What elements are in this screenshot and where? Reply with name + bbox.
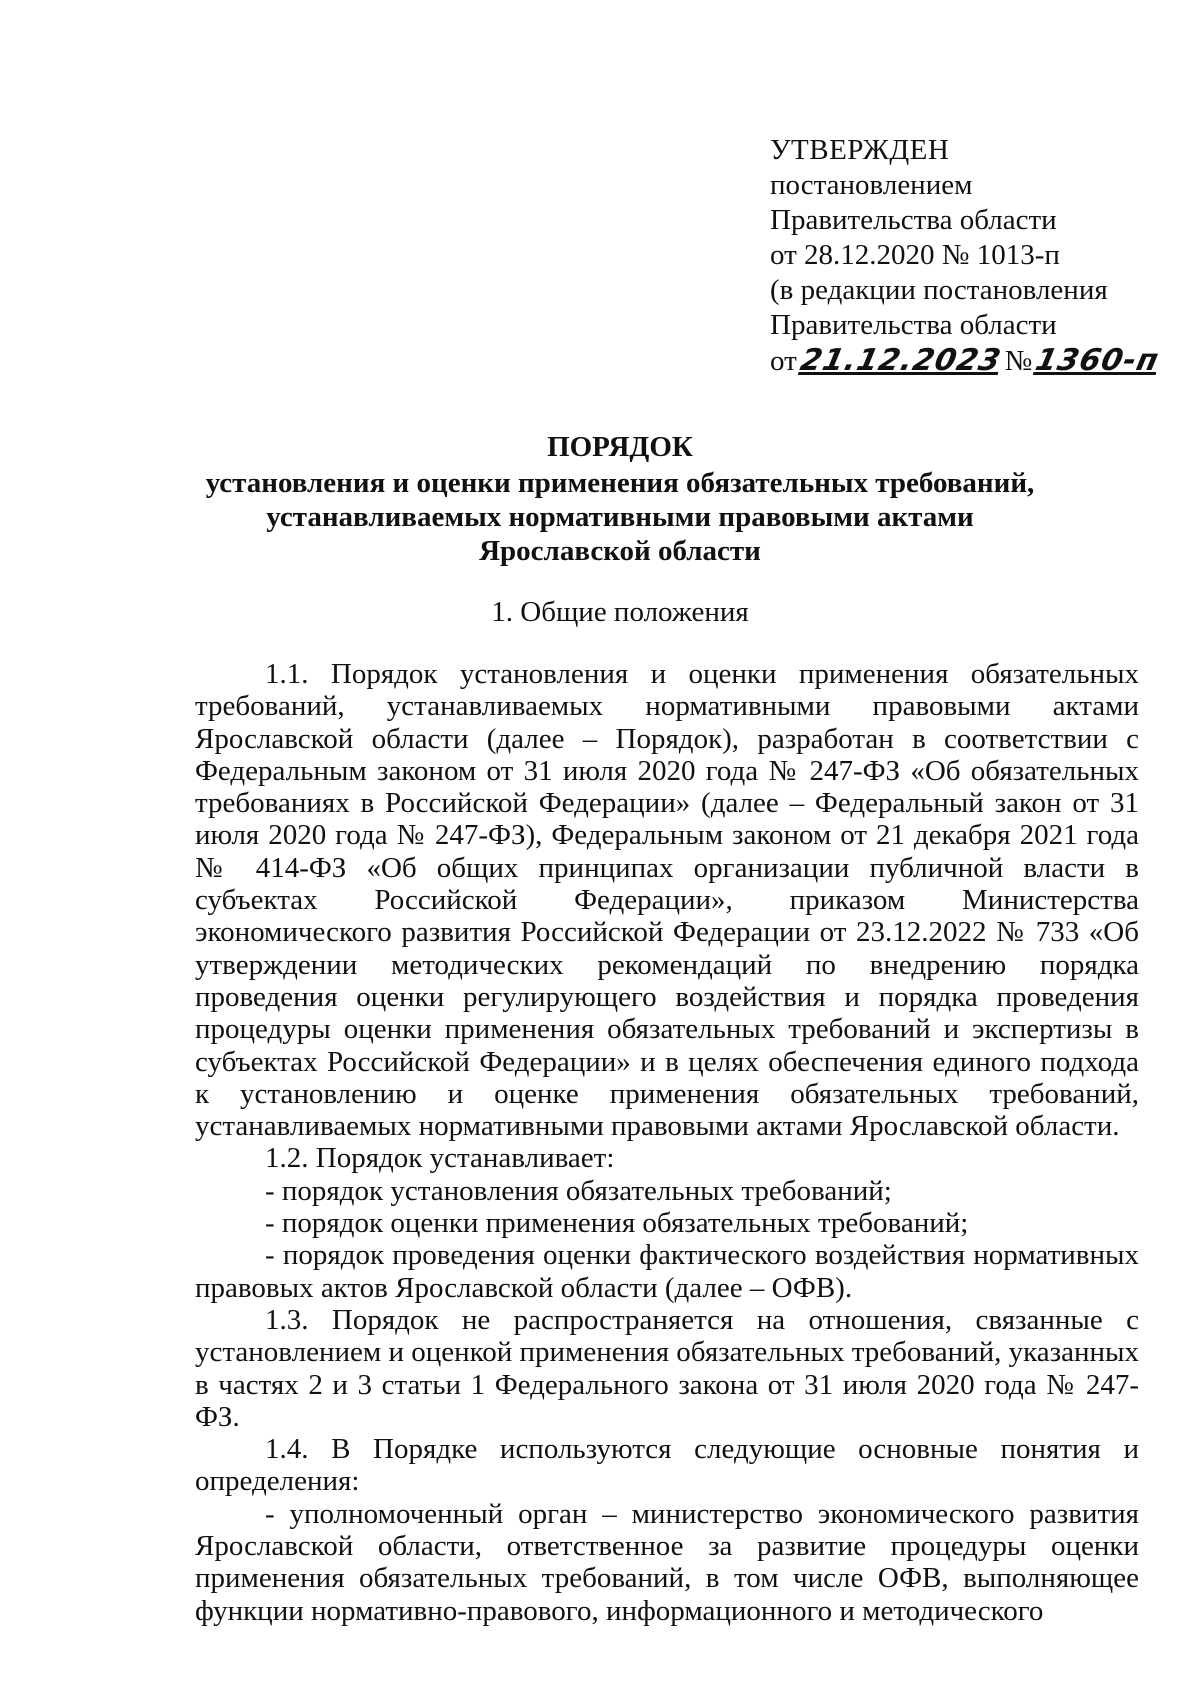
list-item: - порядок установления обязательных требований;	[265, 1174, 892, 1207]
title-line: установления и оценки применения обязательных требований,	[205, 467, 1035, 499]
paragraph: 1.1. Порядок установления и оценки применения обязательных требований, устанавливаемых нормативными правовыми актами Ярославской области (далее – Порядок), разработан в соответствии с Федеральным законом от 31 июля 2020 года № 247-ФЗ «Об обязательных требованиях в Российской Федерации» (далее – Федеральный закон от 31 июля 2020 года № 247-ФЗ), Федеральным законом от 21 декабря 2021 года № 414-ФЗ «Об общих принципах организации публичной власти в субъектах Российской Федерации», приказом Министерства экономического развития Российской Федерации от 23.12.2022 № 733 «Об утверждении методических рекомендаций по внедрению порядка проведения оценки регулирующего воздействия и порядка проведения процедуры оценки применения обязательных требований и экспертизы в субъектах Российской Федерации» и в целях обеспечения единого подхода к установлению и оценке применения обязательных требований, устанавливаемых нормативными правовыми актами Ярославской области.	[195, 658, 1139, 1143]
title-line: ПОРЯДОК	[547, 431, 693, 463]
approval-line: (в редакции постановления	[770, 274, 1108, 306]
approval-heading: УТВЕРЖДЕН	[770, 134, 950, 166]
list-item: - уполномоченный орган – министерство экономического развития Ярославской области, ответственное за развитие процедуры оценки применения обязательных требований, в том числе ОФВ, выполняющее функции нормативно-правового, информационного и методического	[195, 1497, 1139, 1627]
amendment-prefix: от	[770, 345, 797, 377]
section-heading: 1. Общие положения	[491, 596, 749, 628]
paragraph: 1.4. В Порядке используются следующие основные понятия и определения:	[195, 1433, 1139, 1498]
list-item: - порядок проведения оценки фактического воздействия нормативных правовых актов Ярославской области (далее – ОФВ).	[195, 1239, 1139, 1304]
approval-line: Правительства области	[770, 204, 1057, 236]
document-body	[195, 658, 1139, 1627]
number-sign: №	[1004, 345, 1033, 377]
paragraph: 1.2. Порядок устанавливает:	[265, 1142, 615, 1175]
approval-line: от 28.12.2020 № 1013-п	[770, 239, 1060, 271]
handwritten-date: 21.12.2023	[797, 343, 1005, 378]
paragraph: 1.3. Порядок не распространяется на отношения, связанные с установлением и оценкой применения обязательных требований, указанных в частях 2 и 3 статьи 1 Федерального закона от 31 июля 2020 года № 247-ФЗ.	[195, 1303, 1140, 1433]
title-line: Ярославской области	[479, 535, 761, 567]
list-item: - порядок оценки применения обязательных требований;	[265, 1207, 969, 1240]
document-title	[190, 430, 1050, 568]
approval-line: Правительства области	[770, 309, 1057, 341]
approval-amendment-line	[770, 343, 1163, 379]
approval-stamp-block	[770, 133, 1163, 379]
approval-line: постановлением	[770, 169, 973, 201]
handwritten-number: 1360-п	[1032, 343, 1163, 378]
title-line: устанавливаемых нормативными правовыми актами	[266, 501, 974, 533]
